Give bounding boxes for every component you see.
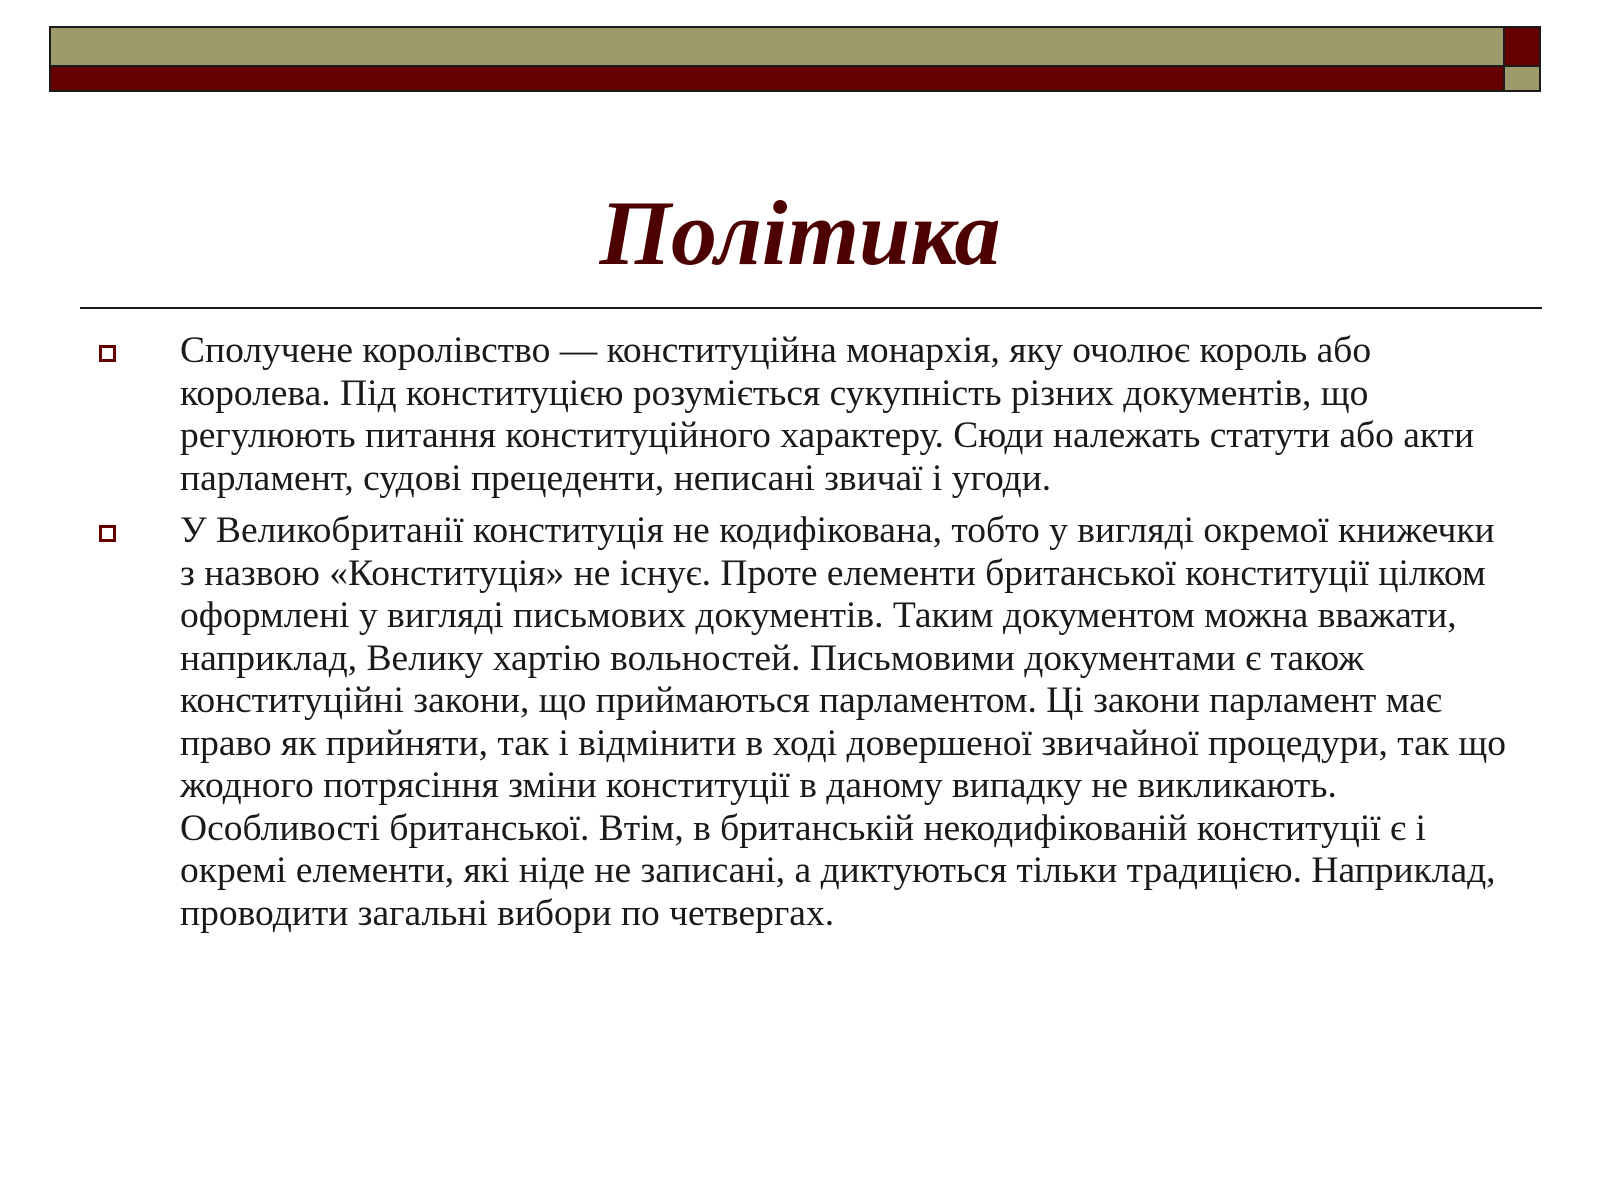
slide-title: Політика — [599, 182, 1001, 284]
header-corner-square-olive — [1503, 67, 1539, 90]
hollow-square-icon — [99, 525, 116, 542]
bullet-item — [96, 330, 1516, 500]
hollow-square-icon — [99, 345, 116, 362]
header-band-olive-stripe — [51, 28, 1503, 67]
header-band-maroon-stripe — [51, 67, 1503, 90]
bullet-item — [96, 510, 1516, 935]
header-corner-square-maroon — [1503, 28, 1539, 67]
decorative-header-band — [49, 26, 1541, 92]
title-divider — [80, 307, 1542, 309]
bullet-text: Сполучене королівство — конституційна монархія, яку очолює король або королева. Під конституцією розуміється сукупність різних документів, що регулюють питання конституційного характеру. Сюди належать статути або акти парламент, судові прецеденти, неписані звичаї і угоди. — [180, 330, 1475, 499]
bullet-text: У Великобританії конституція не кодифікована, тобто у вигляді окремої книжечки з назвою «Конституція» не існує. Проте елементи британської конституції цілком оформлені у вигляді письмових документів. Таким документом можна вважати, наприклад, Велику хартію вольностей. Письмовими документами є також конституційні закони, що приймаються парламентом. Ці закони парламент має право як прийняти, так і відмінити в ході довершеної звичайної процедури, так що жодного потрясіння зміни конституції в даному випадку не викликають. Особливості британської. Втім, в британській некодифікованій конституції є і окремі елементи, які ніде не записані, а диктуються тільки традицією. Наприклад, проводити загальні вибори по четвергах. — [180, 510, 1507, 934]
bullet-list — [96, 330, 1516, 945]
